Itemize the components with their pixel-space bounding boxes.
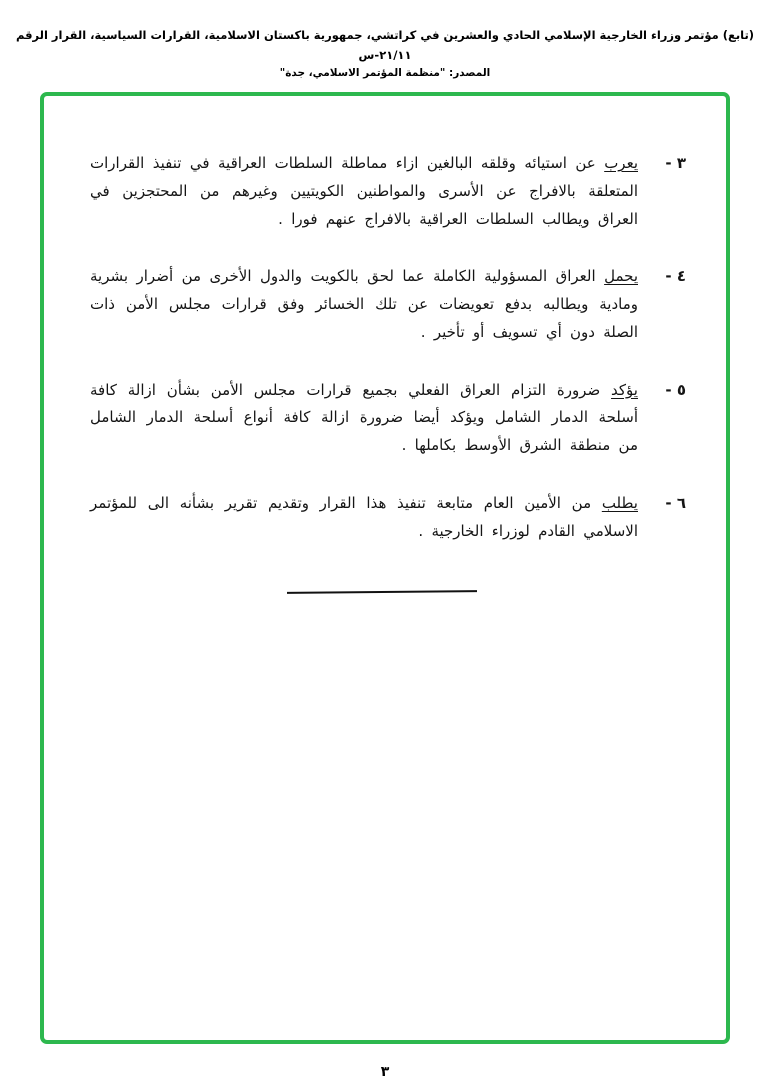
header-source: المصدر: "منظمة المؤتمر الاسلامي، جدة": [279, 67, 491, 80]
paragraph-lead-word: يطلب: [601, 493, 638, 512]
document-body: [90, 150, 686, 593]
paragraph-text: [90, 490, 638, 546]
end-of-text-divider: [287, 590, 477, 594]
paragraph-number: ٦ -: [665, 493, 686, 512]
document-header: [10, 26, 760, 83]
header-title: (تابع) مؤتمر وزراء الخارجية الإسلامي الحادي والعشرين في كراتشي، جمهورية باكستان الاسلامية، القرارات السياسية، القرار الرقم ٢١/١١-س: [15, 28, 755, 62]
resolution-paragraph-4: [90, 263, 686, 346]
paragraph-number: ٥ -: [665, 380, 686, 399]
paragraph-rest: ضرورة التزام العراق الفعلي بجميع قرارات مجلس الأمن بشأن ازالة كافة أسلحة الدمار الشامل ويؤكد أيضا ضرورة ازالة كافة أنواع أسلحة الدمار الشامل من منطقة الشرق الأوسط بكاملها .: [90, 380, 638, 454]
paragraph-number: ٣ -: [665, 154, 686, 172]
paragraph-text: [90, 377, 638, 460]
paragraph-number: ٤ -: [665, 267, 686, 286]
page-number: ٣: [380, 1064, 390, 1080]
paragraph-rest: عن استيائه وقلقه البالغين ازاء مماطلة السلطات العراقية في تنفيذ القرارات المتعلقة بالافراج عن الأسرى والمواطنين الكويتيين وغيرهم من المحتجزين في العراق ويطالب السلطات العراقية بالافراج عنهم فورا .: [90, 154, 638, 228]
paragraph-lead-word: يؤكد: [611, 380, 638, 399]
paragraph-rest: العراق المسؤولية الكاملة عما لحق بالكويت والدول الأخرى من أضرار بشرية ومادية ويطالبه بدفع تعويضات عن تلك الخسائر وفق قرارات مجلس الأمن ذات الصلة دون أي تسويف أو تأخير .: [90, 267, 638, 341]
resolution-paragraph-3: [90, 150, 686, 233]
resolution-paragraph-6: [90, 490, 686, 546]
paragraph-lead-word: يعرب: [604, 154, 638, 172]
paragraph-text: [90, 263, 638, 346]
resolution-paragraph-5: [90, 377, 686, 460]
green-annotation-frame: [40, 92, 730, 1044]
paragraph-text: [90, 150, 638, 233]
paragraph-lead-word: يحمل: [604, 267, 638, 286]
paragraph-rest: من الأمين العام متابعة تنفيذ هذا القرار وتقديم تقرير بشأنه الى للمؤتمر الاسلامي القادم لوزراء الخارجية .: [90, 493, 638, 540]
